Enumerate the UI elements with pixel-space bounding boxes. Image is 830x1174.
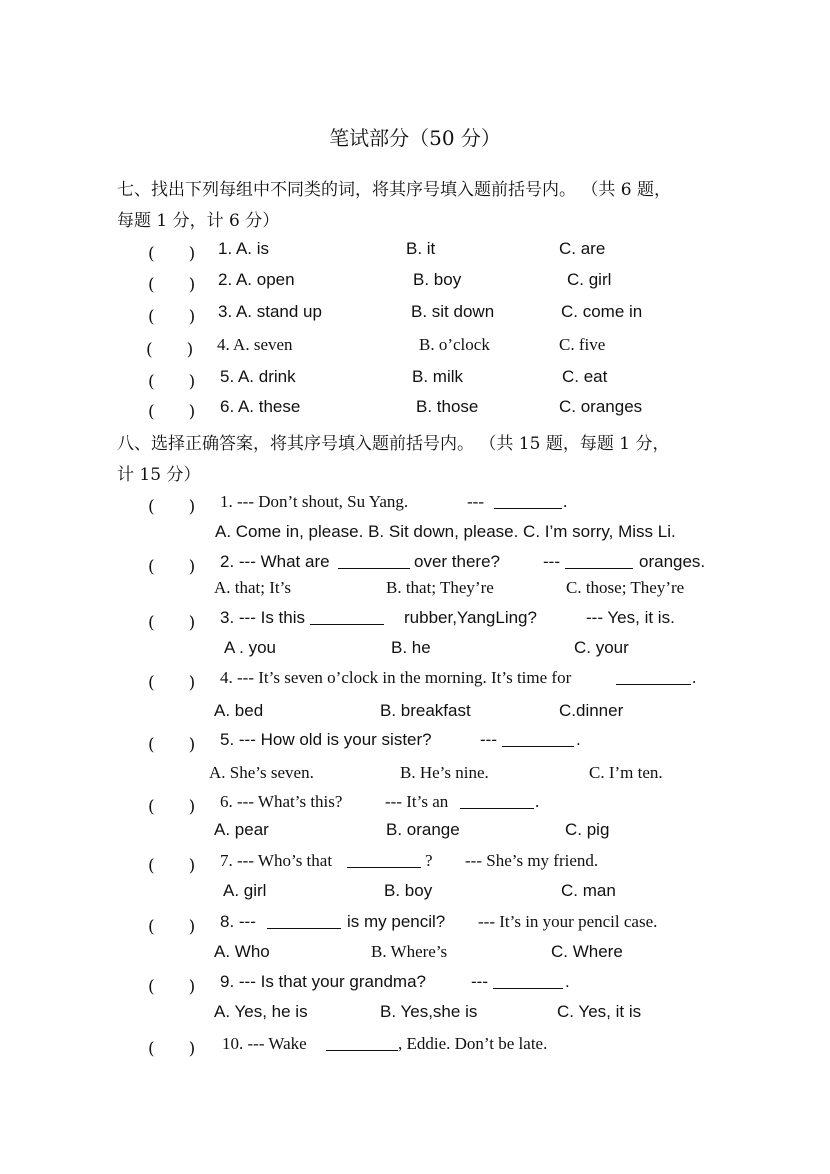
option-c: C. your bbox=[574, 638, 629, 657]
option-c: C. pig bbox=[565, 820, 610, 839]
question-mid: is my pencil? bbox=[347, 912, 446, 931]
answer-blank[interactable] bbox=[267, 914, 341, 929]
question-end: . bbox=[535, 792, 540, 811]
item-option-c: C. eat bbox=[562, 367, 608, 386]
item-option-c: C. girl bbox=[567, 270, 612, 289]
option-b: B. He’s nine. bbox=[400, 763, 489, 782]
answer-paren[interactable]: ( ) bbox=[148, 735, 196, 755]
answer-paren[interactable]: ( ) bbox=[148, 856, 196, 876]
answer-paren[interactable]: ( ) bbox=[148, 275, 196, 295]
item-option-a: 5. A. drink bbox=[220, 367, 296, 386]
answer-blank[interactable] bbox=[494, 494, 562, 509]
item-option-c: C. five bbox=[559, 335, 606, 354]
option-c: C. Yes, it is bbox=[557, 1002, 642, 1021]
option-a: A. girl bbox=[223, 881, 267, 900]
answer-blank[interactable] bbox=[326, 1036, 398, 1051]
answer-paren[interactable]: ( ) bbox=[148, 917, 196, 937]
item-option-a: 3. A. stand up bbox=[218, 302, 322, 321]
question-stem: 6. --- What’s this? bbox=[220, 792, 343, 811]
option-b: B. breakfast bbox=[380, 701, 471, 720]
option-b: B. that; They’re bbox=[386, 578, 494, 597]
question-options: A. Come in, please. B. Sit down, please. C. I’m sorry, Miss Li. bbox=[215, 522, 676, 541]
answer-paren[interactable]: ( ) bbox=[148, 1039, 196, 1059]
answer-paren[interactable]: ( ) bbox=[148, 977, 196, 997]
question-reply: --- It’s an bbox=[385, 792, 449, 811]
question-mid: rubber,YangLing? bbox=[404, 608, 537, 627]
item-option-b: B. those bbox=[416, 397, 479, 416]
question-reply: --- bbox=[543, 552, 560, 571]
option-b: B. orange bbox=[386, 820, 460, 839]
option-b: B. he bbox=[391, 638, 431, 657]
answer-paren[interactable]: ( ) bbox=[148, 372, 196, 392]
question-end: . bbox=[576, 730, 581, 749]
option-a: A . you bbox=[224, 638, 276, 657]
question-stem: 1. --- Don’t shout, Su Yang. bbox=[220, 492, 409, 511]
item-option-c: C. come in bbox=[561, 302, 643, 321]
question-stem: 10. --- Wake bbox=[222, 1034, 307, 1053]
question-end: , Eddie. Don’t be late. bbox=[398, 1034, 548, 1053]
question-stem: 3. --- Is this bbox=[220, 608, 306, 627]
question-stem: 4. --- It’s seven o’clock in the morning. It’s time for bbox=[220, 668, 572, 687]
item-option-b: B. boy bbox=[413, 270, 462, 289]
item-option-c: C. are bbox=[559, 239, 606, 258]
question-end: . bbox=[565, 972, 570, 991]
question-reply: --- She’s my friend. bbox=[465, 851, 599, 870]
question-reply: --- bbox=[480, 730, 497, 749]
section8-heading-line2: 计 15 分） bbox=[117, 465, 201, 485]
item-option-b: B. it bbox=[406, 239, 436, 258]
question-reply: --- It’s in your pencil case. bbox=[478, 912, 658, 931]
question-end: . bbox=[563, 492, 568, 511]
item-option-b: B. sit down bbox=[411, 302, 495, 321]
section7-heading-line1: 七、找出下列每组中不同类的词，将其序号填入题前括号内。 （共 6 题， bbox=[117, 180, 672, 200]
option-c: C.dinner bbox=[559, 701, 624, 720]
answer-blank[interactable] bbox=[460, 794, 534, 809]
item-option-c: C. oranges bbox=[559, 397, 643, 416]
item-option-a: 2. A. open bbox=[218, 270, 295, 289]
option-a: A. pear bbox=[214, 820, 269, 839]
section8-heading-line1: 八、选择正确答案，将其序号填入题前括号内。 （共 15 题，每题 1 分， bbox=[117, 434, 670, 454]
option-a: A. She’s seven. bbox=[209, 763, 314, 782]
question-stem: 7. --- Who’s that bbox=[220, 851, 333, 870]
answer-paren[interactable]: ( ) bbox=[148, 557, 196, 577]
option-b: B. boy bbox=[384, 881, 433, 900]
answer-blank[interactable] bbox=[347, 853, 421, 868]
option-a: A. that; It’s bbox=[214, 578, 291, 597]
answer-paren[interactable]: ( ) bbox=[148, 497, 196, 517]
item-option-a: 4. A. seven bbox=[217, 335, 293, 354]
answer-paren[interactable]: ( ) bbox=[148, 402, 196, 422]
option-a: A. Yes, he is bbox=[214, 1002, 308, 1021]
item-option-a: 1. A. is bbox=[218, 239, 270, 258]
option-b: B. Yes,she is bbox=[380, 1002, 478, 1021]
answer-blank[interactable] bbox=[493, 974, 563, 989]
option-a: A. Who bbox=[214, 942, 270, 961]
option-c: C. those; They’re bbox=[566, 578, 685, 597]
page-title: 笔试部分（50 分） bbox=[329, 126, 501, 150]
question-stem: 5. --- How old is your sister? bbox=[220, 730, 432, 749]
question-stem: 9. --- Is that your grandma? bbox=[220, 972, 426, 991]
answer-paren[interactable]: ( ) bbox=[148, 673, 196, 693]
section7-heading-line2: 每题 1 分，计 6 分） bbox=[117, 211, 280, 231]
answer-paren[interactable]: ( ) bbox=[148, 613, 196, 633]
question-reply: --- bbox=[471, 972, 488, 991]
question-end: . bbox=[692, 668, 697, 687]
item-option-b: B. o’clock bbox=[419, 335, 490, 354]
option-c: C. Where bbox=[551, 942, 623, 961]
option-a: A. bed bbox=[214, 701, 264, 720]
answer-paren[interactable]: ( ) bbox=[148, 307, 196, 327]
answer-blank[interactable] bbox=[565, 554, 633, 569]
question-end: ? bbox=[425, 851, 433, 870]
answer-blank[interactable] bbox=[338, 554, 410, 569]
question-reply: --- Yes, it is. bbox=[586, 608, 675, 627]
answer-blank[interactable] bbox=[616, 670, 691, 685]
answer-blank[interactable] bbox=[502, 732, 574, 747]
question-end: oranges. bbox=[639, 552, 706, 571]
question-reply: --- bbox=[467, 492, 484, 511]
option-b: B. Where’s bbox=[371, 942, 448, 961]
answer-paren[interactable]: ( ) bbox=[146, 340, 194, 360]
question-stem: 2. --- What are bbox=[220, 552, 330, 571]
item-option-a: 6. A. these bbox=[220, 397, 301, 416]
answer-paren[interactable]: ( ) bbox=[148, 244, 196, 264]
option-c: C. I’m ten. bbox=[589, 763, 663, 782]
answer-blank[interactable] bbox=[310, 610, 384, 625]
option-c: C. man bbox=[561, 881, 616, 900]
question-stem: 8. --- bbox=[220, 912, 256, 931]
item-option-b: B. milk bbox=[412, 367, 463, 386]
question-mid: over there? bbox=[414, 552, 500, 571]
answer-paren[interactable]: ( ) bbox=[148, 797, 196, 817]
